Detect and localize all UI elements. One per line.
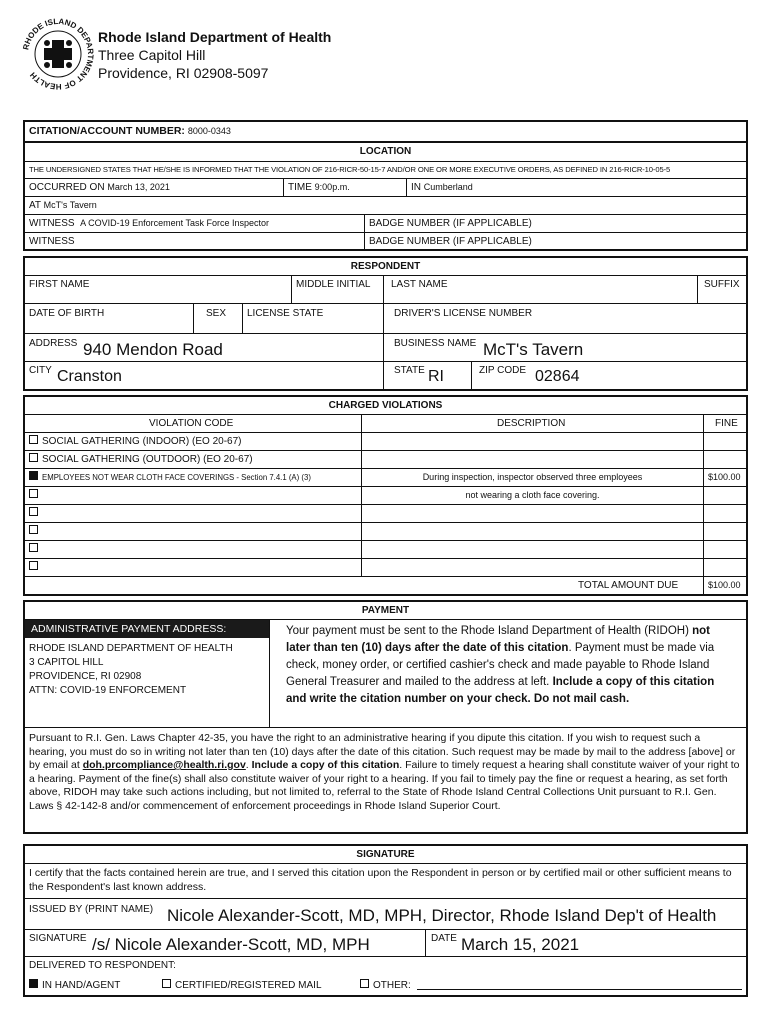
certify-text: I certify that the facts contained herein are true, and I served this citation upon the Respondent in person or by certified mail or other sufficient means to the Respondent's last known address. (29, 867, 732, 893)
zip-value: 02864 (535, 368, 580, 385)
date-value: March 15, 2021 (461, 935, 580, 954)
business-label: BUSINESS NAME (394, 338, 477, 349)
respondent-title: RESPONDENT (350, 261, 421, 272)
payment-section (23, 600, 748, 834)
violation-row[interactable] (29, 561, 42, 573)
address-value: 940 Mendon Road (83, 340, 223, 359)
header (98, 28, 331, 82)
checkbox-icon (29, 489, 38, 498)
violation-description: not wearing a cloth face covering. (465, 490, 600, 500)
violation-row[interactable] (29, 507, 42, 519)
org-address-1: Three Capitol Hill (98, 47, 206, 63)
checkbox-icon (29, 543, 38, 552)
location-title: LOCATION (359, 146, 412, 157)
checkbox-icon (29, 453, 38, 462)
checkbox-icon (29, 525, 38, 534)
admin-address-1: RHODE ISLAND DEPARTMENT OF HEALTH (29, 643, 233, 654)
badge-label-1: BADGE NUMBER (IF APPLICABLE) (369, 218, 532, 229)
other-line[interactable] (417, 989, 742, 990)
violation-row[interactable] (29, 525, 42, 537)
checkbox-icon (162, 979, 171, 988)
svg-text:RHODE ISLAND DEPARTMENT OF HEA: RHODE ISLAND DEPARTMENT OF HEALTH (21, 16, 96, 92)
sex-label: SEX (206, 308, 227, 319)
ridoh-seal-icon (18, 14, 98, 94)
last-name-label: LAST NAME (391, 279, 448, 290)
middle-initial-label: MIDDLE INITIAL (296, 279, 371, 290)
at-label: AT (29, 200, 41, 211)
org-address-2: Providence, RI 02908-5097 (98, 65, 269, 81)
zip-label: ZIP CODE (479, 365, 527, 376)
location-section (23, 120, 748, 251)
delivery-option-hand[interactable]: IN HAND/AGENT (29, 979, 120, 991)
violation-description: During inspection, inspector observed three employees (422, 472, 643, 482)
first-name-label: FIRST NAME (29, 279, 90, 290)
hearing-rights: Pursuant to R.I. Gen. Laws Chapter 42-35, you have the right to an administrative hearing if you dipute this citation. If you wish to request such a hearing, you must do so in writing not later than ten (10) days after the date of this citation. Such request may be made by mail to the address [above] or by email at doh.prcompliance@health.ri.gov. Include a copy of this citation. Failure to timely request a hearing shall constitute waiver of your right to a hearing. Payment of the fine(s) shall also constitute waiver of your right to a hearing. If you fail to timely pay the fine or request a hearing, as set forth above, RIDOH may take such actions including, but not limited to, referral to the State of Rhode Island Central Collections Unit pursuant to R.I. Gen. Laws § 42-142-8 and/or commencement of enforcement proceedings in Rhode Island Superior Court. (29, 732, 740, 812)
violation-fine: $100.00 (708, 472, 741, 482)
payment-title: PAYMENT (361, 605, 410, 616)
col-fine: FINE (715, 418, 738, 429)
org-name: Rhode Island Department of Health (98, 29, 332, 45)
license-state-label: LICENSE STATE (247, 308, 324, 319)
in-value: Cumberland (423, 182, 473, 192)
payment-instructions: Your payment must be sent to the Rhode Island Department of Health (RIDOH) not later than ten (10) days after the date of this citation. Payment must be made via check, money order, or certified cashier's check and made payable to Rhode Island General Treasurer and mailed to the address at left. Include a copy of this citation and write the citation number on your check. Do not mail cash. (286, 625, 715, 705)
violation-row[interactable] (29, 543, 42, 555)
city-value: Cranston (57, 368, 122, 385)
issued-by-label: ISSUED BY (PRINT NAME) (29, 904, 154, 915)
admin-address-4: ATTN: COVID-19 ENFORCEMENT (29, 685, 187, 696)
violations-section (23, 395, 748, 596)
checkbox-icon (29, 507, 38, 516)
violation-row[interactable] (29, 489, 42, 501)
time-value: 9:00p.m. (314, 182, 350, 192)
date-label: DATE (431, 933, 457, 944)
admin-address-2: 3 CAPITOL HILL (29, 657, 104, 668)
dob-label: DATE OF BIRTH (29, 308, 105, 319)
at-value: McT's Tavern (43, 200, 97, 210)
city-label: CITY (29, 365, 52, 376)
signature-section (23, 844, 748, 997)
citation-number: 8000-0343 (187, 126, 231, 136)
state-label: STATE (394, 365, 425, 376)
delivery-option-mail[interactable]: CERTIFIED/REGISTERED MAIL (162, 979, 322, 991)
delivered-label: DELIVERED TO RESPONDENT: (29, 960, 176, 971)
checked-box-icon (29, 471, 38, 480)
occurred-label: OCCURRED ON (29, 182, 105, 193)
signature-title: SIGNATURE (356, 849, 415, 860)
drivers-license-label: DRIVER'S LICENSE NUMBER (394, 308, 533, 319)
email-link[interactable]: doh.prcompliance@health.ri.gov (82, 759, 246, 771)
signature-value: /s/ Nicole Alexander-Scott, MD, MPH (92, 935, 370, 954)
col-description: DESCRIPTION (497, 418, 566, 429)
checked-box-icon (29, 979, 38, 988)
checkbox-icon (29, 561, 38, 570)
state-value: RI (428, 368, 444, 385)
occurred-value: March 13, 2021 (107, 182, 170, 192)
total-label: TOTAL AMOUNT DUE (578, 580, 679, 591)
time-label: TIME (288, 182, 312, 193)
total-value: $100.00 (708, 580, 741, 590)
badge-label-2: BADGE NUMBER (IF APPLICABLE) (369, 236, 532, 247)
admin-payment-label: ADMINISTRATIVE PAYMENT ADDRESS: (31, 623, 227, 635)
delivery-option-other[interactable]: OTHER: (360, 979, 411, 991)
admin-address-3: PROVIDENCE, RI 02908 (29, 671, 142, 682)
location-statement: THE UNDERSIGNED STATES THAT HE/SHE IS INFORMED THAT THE VIOLATION OF 216-RICR-50-15-7 AND/OR ONE OR MORE EXECUTIVE ORDERS, AS DEFINED IN 216-RICR-10-05-5 (29, 165, 671, 174)
issued-by-value: Nicole Alexander-Scott, MD, MPH, Director, Rhode Island Dep't of Health (167, 906, 717, 925)
witness-label-2: WITNESS (29, 236, 75, 247)
checkbox-icon (360, 979, 369, 988)
violation-code: SOCIAL GATHERING (OUTDOOR) (EO 20-67) (42, 454, 253, 465)
signature-label: SIGNATURE (29, 933, 87, 944)
citation-label: CITATION/ACCOUNT NUMBER: (29, 125, 185, 137)
address-label: ADDRESS (29, 338, 78, 349)
suffix-label: SUFFIX (704, 279, 740, 290)
business-value: McT's Tavern (483, 340, 584, 359)
violation-code: SOCIAL GATHERING (INDOOR) (EO 20-67) (42, 436, 242, 447)
violation-row[interactable] (29, 453, 253, 465)
violation-row[interactable] (29, 435, 241, 447)
in-label: IN (411, 182, 421, 193)
violation-row[interactable] (29, 471, 311, 483)
witness-value: A COVID-19 Enforcement Task Force Inspector (80, 218, 270, 228)
checkbox-icon (29, 435, 38, 444)
violation-code: EMPLOYEES NOT WEAR CLOTH FACE COVERINGS - Section 7.4.1 (A) (3) (42, 473, 311, 482)
witness-label: WITNESS (29, 218, 75, 229)
violations-title: CHARGED VIOLATIONS (328, 400, 443, 411)
respondent-section (23, 256, 748, 391)
col-violation-code: VIOLATION CODE (149, 418, 234, 429)
admin-address (29, 642, 233, 698)
